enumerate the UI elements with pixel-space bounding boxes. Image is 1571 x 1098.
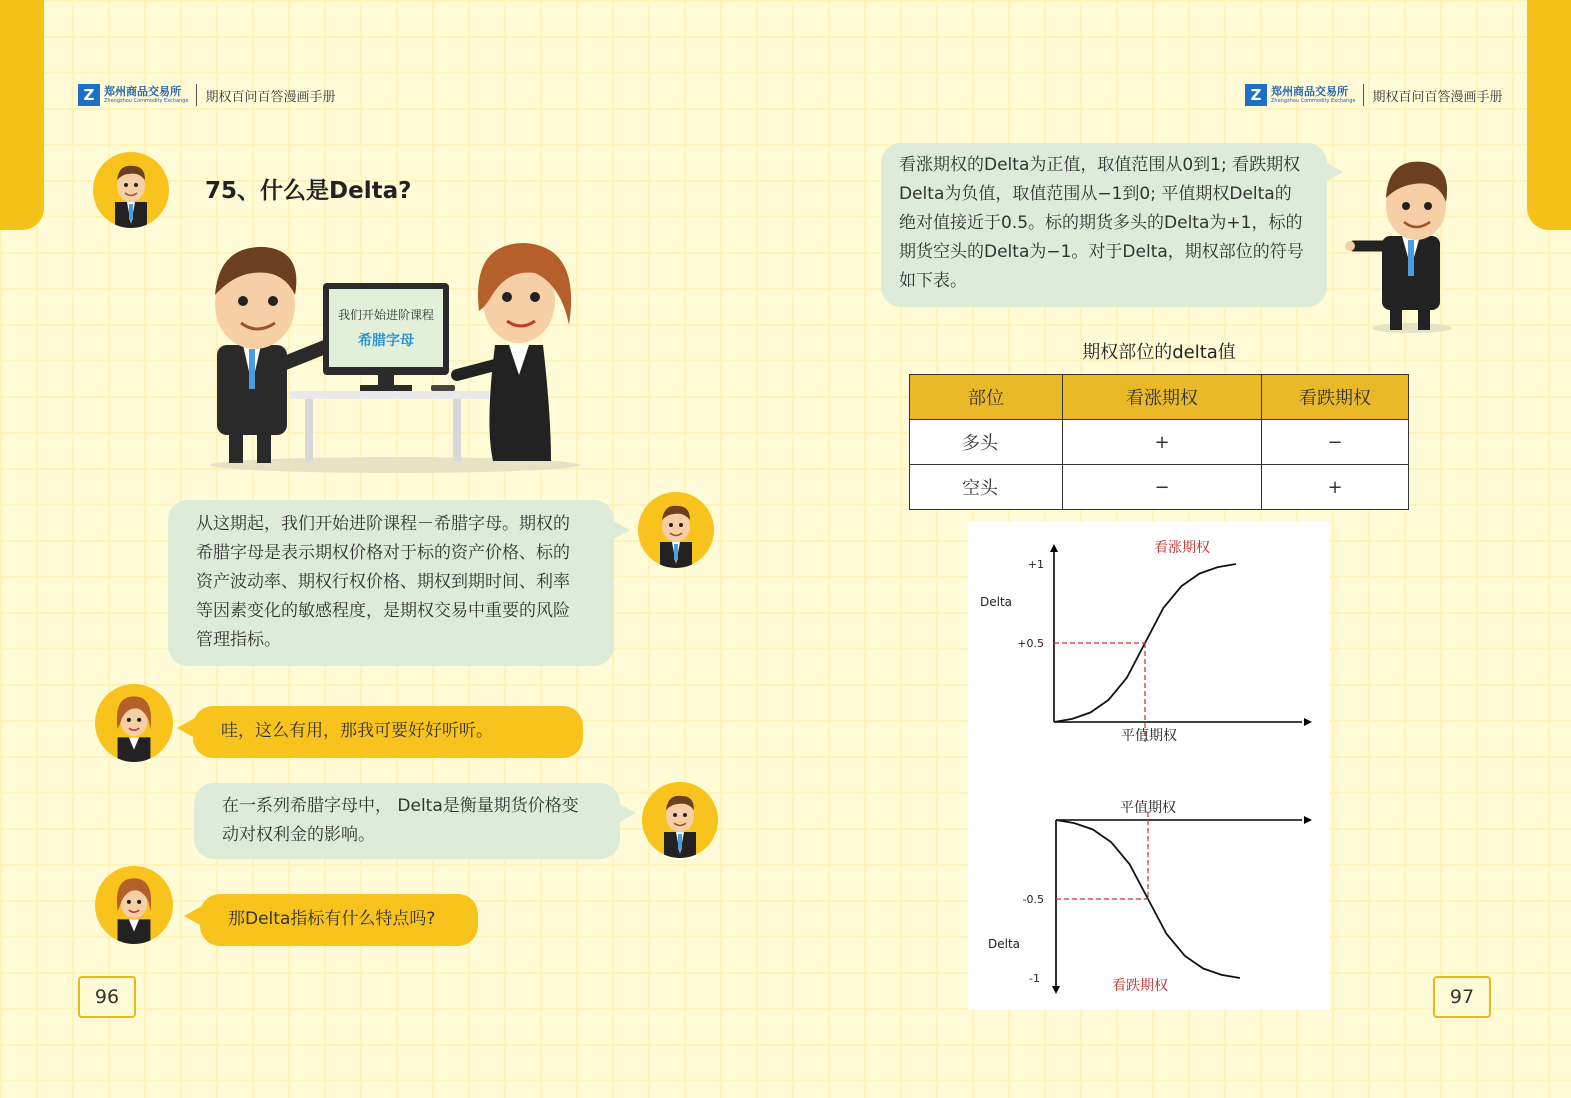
y-tick-label: +1 bbox=[1027, 558, 1044, 571]
table-row bbox=[910, 420, 1409, 465]
y-axis-arrow-icon bbox=[1050, 544, 1058, 552]
x-axis-arrow-icon bbox=[1304, 718, 1312, 726]
header-right bbox=[1245, 84, 1503, 106]
table-cell: + bbox=[1063, 420, 1262, 465]
y-tick-label: -1 bbox=[1029, 972, 1040, 985]
table-cell: + bbox=[1262, 465, 1409, 510]
header-left bbox=[78, 84, 336, 106]
header-divider bbox=[1363, 84, 1364, 106]
businessman-avatar-icon bbox=[642, 782, 718, 858]
y-axis-label: Delta bbox=[988, 937, 1021, 951]
teaching-scene-illustration bbox=[195, 225, 605, 475]
businesswoman-avatar-icon bbox=[95, 866, 173, 944]
speech-bubble-reply-useful: 哇，这么有用，那我可要好好听听。 bbox=[193, 706, 583, 758]
chart-title-call: 看涨期权 bbox=[1154, 540, 1210, 556]
page-number-left: 96 bbox=[78, 976, 136, 1018]
businessman-avatar-icon bbox=[93, 152, 169, 228]
businesswoman-avatar-icon bbox=[95, 684, 173, 762]
table-header-cell: 部位 bbox=[910, 375, 1063, 420]
logo-name-en: Zhengzhou Commodity Exchange bbox=[1271, 98, 1356, 104]
exchange-logo-icon: Z bbox=[78, 84, 100, 106]
businessman-avatar-icon bbox=[638, 492, 714, 568]
speech-bubble-delta-rules: 看涨期权的Delta为正值，取值范围从0到1; 看跌期权Delta为负值，取值范围从−1到0; 平值期权Delta的绝对值接近于0.5。标的期货多头的Delta为+1，标的期货空头的Delta为−1。对于Delta，期权部位的符号如下表。 bbox=[881, 143, 1327, 307]
table-header-row bbox=[910, 375, 1409, 420]
exchange-logo-icon: Z bbox=[1245, 84, 1267, 106]
y-axis-arrow-icon bbox=[1052, 986, 1060, 994]
book-title: 期权百问百答漫画手册 bbox=[1372, 89, 1503, 105]
table-row bbox=[910, 465, 1409, 510]
delta-curves-svg bbox=[968, 522, 1330, 1010]
book-title: 期权百问百答漫画手册 bbox=[205, 89, 336, 105]
table-cell: − bbox=[1063, 465, 1262, 510]
speech-bubble-delta-definition: 在一系列希腊字母中， Delta是衡量期货价格变动对权利金的影响。 bbox=[194, 783, 620, 859]
table-title: 期权部位的delta值 bbox=[1082, 342, 1236, 363]
delta-sign-table bbox=[909, 374, 1409, 510]
left-edge-tab bbox=[0, 0, 44, 230]
monitor-line1: 我们开始进阶课程 bbox=[337, 308, 434, 322]
speech-bubble-intro-greeks: 从这期起，我们开始进阶课程－希腊字母。期权的希腊字母是表示期权价格对于标的资产价格、标的资产波动率、期权行权价格、期权到期时间、利率等因素变化的敏感程度，是期权交易中重要的风险管理指标。 bbox=[168, 500, 614, 666]
table-cell: 多头 bbox=[910, 420, 1063, 465]
table-header-cell: 看跌期权 bbox=[1262, 375, 1409, 420]
y-axis-label: Delta bbox=[980, 595, 1013, 609]
businessman-full-illustration bbox=[1344, 150, 1464, 335]
page-number-right: 97 bbox=[1433, 976, 1491, 1018]
bubble-tail bbox=[1325, 162, 1343, 182]
monitor-line2: 希腊字母 bbox=[358, 333, 414, 349]
header-divider bbox=[196, 84, 197, 106]
y-tick-label: -0.5 bbox=[1022, 893, 1044, 906]
logo-name-en: Zhengzhou Commodity Exchange bbox=[104, 98, 189, 104]
speech-bubble-ask-features: 那Delta指标有什么特点吗? bbox=[200, 894, 478, 946]
table-cell: − bbox=[1262, 420, 1409, 465]
right-edge-tab bbox=[1527, 0, 1571, 230]
delta-curves-panel bbox=[968, 522, 1330, 1010]
x-axis-arrow-icon bbox=[1304, 816, 1312, 824]
table-cell: 空头 bbox=[910, 465, 1063, 510]
logo-name-cn: 郑州商品交易所 bbox=[1271, 85, 1348, 98]
y-tick-label: +0.5 bbox=[1017, 637, 1044, 650]
x-axis-label: 平值期权 bbox=[1121, 728, 1177, 744]
question-title: 75、什么是Delta? bbox=[205, 178, 412, 204]
table-header-cell: 看涨期权 bbox=[1063, 375, 1262, 420]
chart-title-put: 看跌期权 bbox=[1112, 978, 1168, 994]
logo-name-cn: 郑州商品交易所 bbox=[104, 85, 181, 98]
x-axis-label: 平值期权 bbox=[1120, 800, 1176, 816]
